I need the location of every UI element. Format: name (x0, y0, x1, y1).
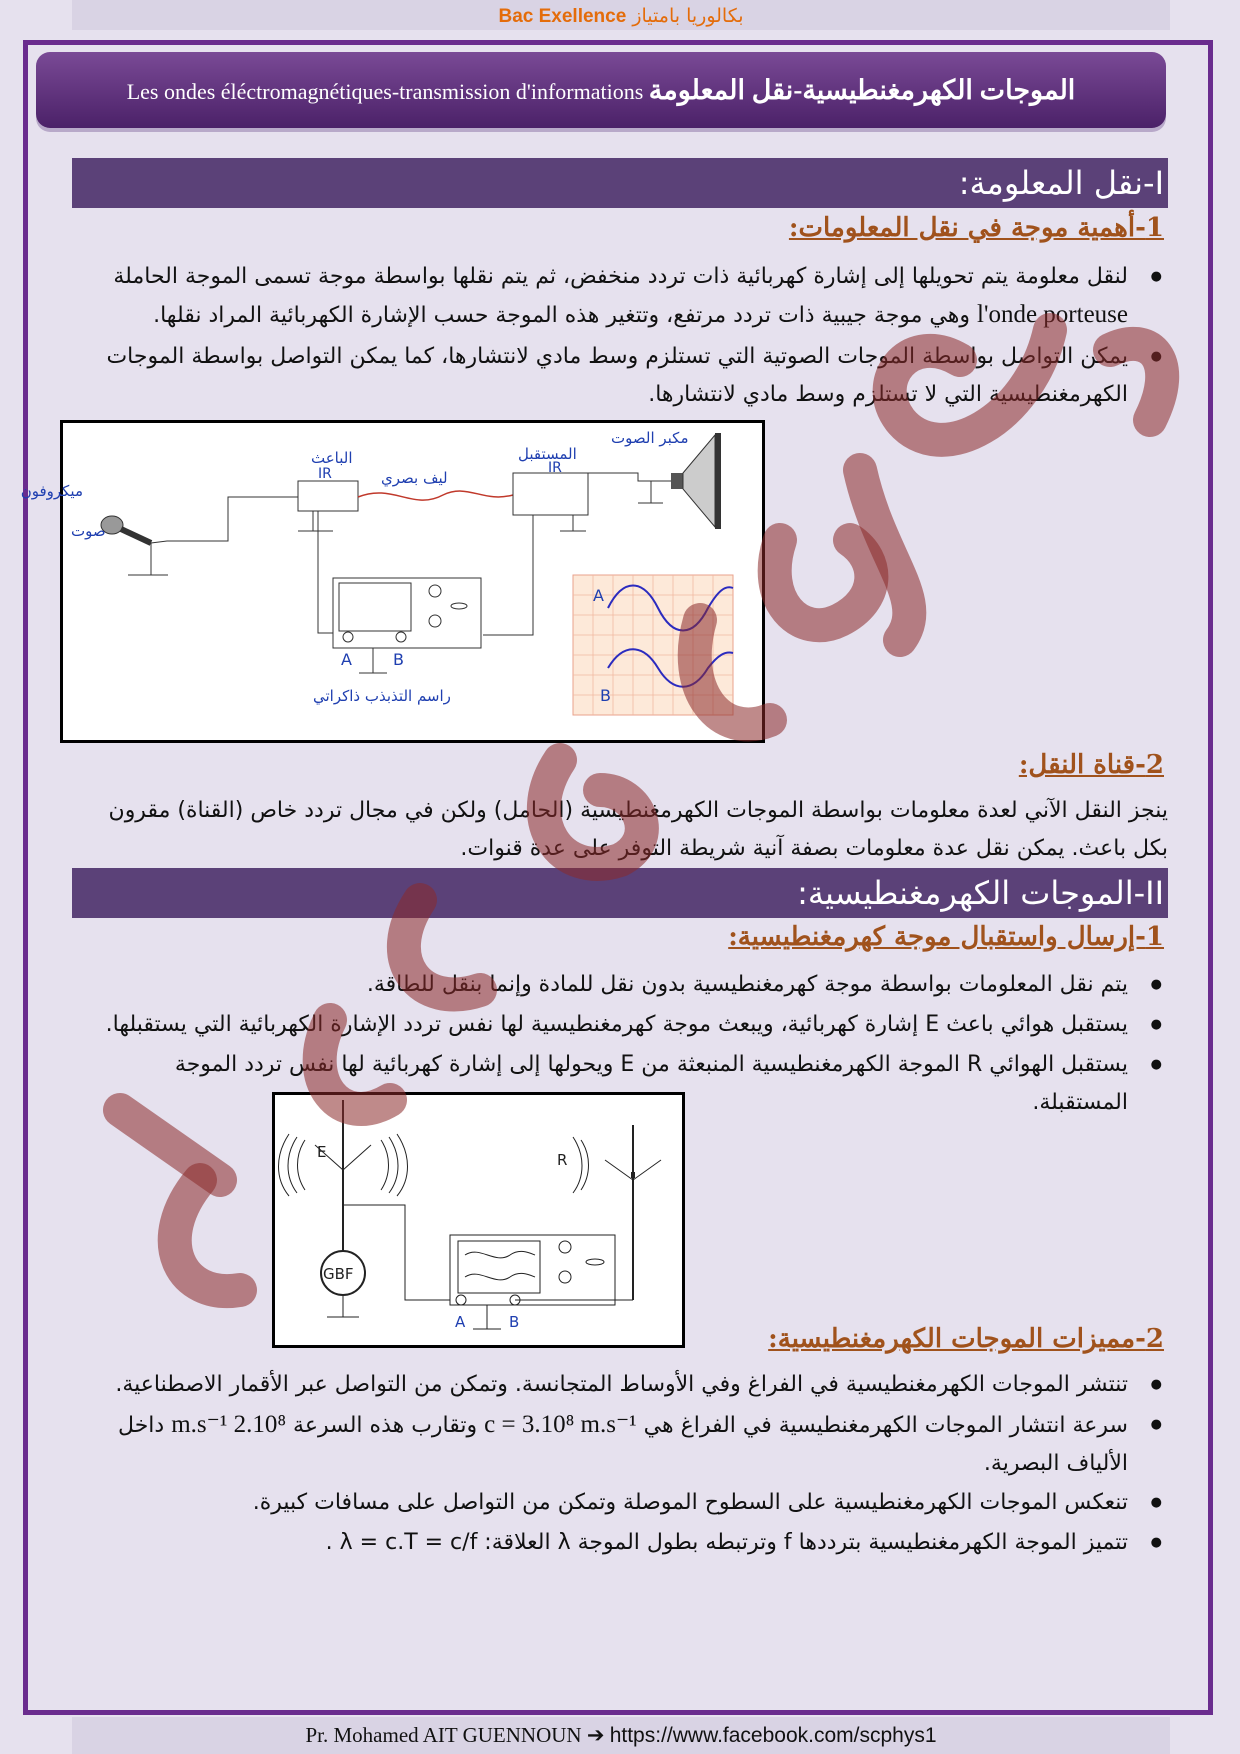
trace-b-label: B (600, 686, 611, 705)
carrier-term: l'onde porteuse (977, 301, 1128, 328)
subsection-2-2-heading: 2-مميزات الموجات الكهرمغنطيسية: (768, 1324, 1164, 1354)
sound-label: صوت (71, 522, 106, 540)
author-name: Pr. Mohamed AIT GUENNOUN (305, 1723, 582, 1747)
bullet-reflection: ● تنعكس الموجات الكهرمغنطيسية على السطوح الموصلة وتمكن من التواصل على مسافات كبيرة. (76, 1484, 1164, 1522)
osc-channel-b: B (393, 650, 404, 669)
emitter-antenna-label: E (317, 1143, 327, 1161)
bullet-energy-transfer: ● يتم نقل المعلومات بواسطة موجة كهرمغنطيسية بدون نقل للمادة وإنما بنقل للطاقة. (76, 966, 1164, 1004)
generator-icon (321, 1251, 365, 1317)
subsection-2-1-heading: 1-إرسال واستقبال موجة كهرمغنطيسية: (728, 922, 1164, 952)
speed-formula-vacuum: c = 3.10⁸ m.s⁻¹ (484, 1411, 637, 1438)
receiver-ir-label: IR (548, 460, 562, 476)
top-bar (72, 0, 1170, 30)
title-arabic: الموجات الكهرمغنطيسية-نقل المعلومة (648, 75, 1076, 105)
brand-arabic: بكالوريا بامتياز (632, 5, 744, 27)
section-1-heading: I-نقل المعلومة: (72, 158, 1168, 208)
bullet-speed (76, 1406, 1164, 1483)
fig2-channel-b: B (509, 1313, 520, 1331)
emitter-label: الباعث (311, 449, 353, 467)
fig2-channel-a: A (455, 1313, 466, 1331)
emitter-antenna-icon (279, 1100, 408, 1275)
subsection-1-1-heading: 1-أهمية موجة في نقل المعلومات: (788, 213, 1164, 243)
emitter-ir-label: IR (318, 466, 332, 482)
channel-paragraph: ينجز النقل الآني لعدة معلومات بواسطة الموجات الكهرمغنطيسية (الحامل) ولكن في مجال تردد خاص (القناة) مقرون بكل باعث. يمكن نقل عدة معلومات بصفة آنية شريطة التوفر على عدة قنوات. (108, 798, 1168, 861)
speaker-icon (671, 433, 721, 529)
arrow-icon: ➔ (586, 1723, 605, 1747)
osc-channel-a: A (341, 650, 352, 669)
bullet-carrier-text-b: وهي موجة جيبية ذات تردد مرتفع، وتتغير هذه الموجة حسب الإشارة الكهربائية المراد نقلها. (153, 303, 970, 328)
receiver-label: المستقبل (518, 445, 577, 463)
receiver-antenna-label: R (557, 1151, 568, 1169)
bullet-carrier-wave (76, 258, 1164, 335)
receiver-box (513, 473, 588, 515)
fiber-label: ليف بصري (381, 469, 448, 487)
bullet-carrier-text-a: لنقل معلومة يتم تحويلها إلى إشارة كهربائية ذات تردد منخفض، ثم يتم نقلها بواسطة موجة تسمى الموجة الحاملة (113, 264, 1128, 289)
microphone-label: ميكروفون (20, 482, 83, 500)
title-french: Les ondes éléctromagnétiques-transmission d'informations (126, 79, 644, 104)
title-banner (36, 52, 1166, 128)
speed-text-c: داخل الألياف البصرية. (118, 1413, 1128, 1476)
microphone-icon (101, 516, 168, 575)
subsection-1-2-heading: 2-قناة النقل: (1018, 750, 1164, 780)
speed-text-b: وتقارب هذه السرعة (293, 1413, 478, 1438)
figure-ir-transmission (20, 420, 765, 743)
speed-text-a: سرعة انتشار الموجات الكهرمغنطيسية في الفراغ هي (643, 1413, 1128, 1438)
brand-latin: Bac Exellence (498, 6, 627, 27)
oscilloscope-icon (450, 1235, 615, 1329)
speed-formula-fiber: 2.10⁸ m.s⁻¹ (171, 1411, 287, 1438)
footer (72, 1717, 1170, 1754)
facebook-link[interactable]: https://www.facebook.com/scphys1 (609, 1724, 937, 1747)
emitter-box (298, 481, 358, 511)
generator-label: GBF (323, 1265, 354, 1283)
bullet-emitter-antenna: ● يستقبل هوائي باعث E إشارة كهربائية، ويبعث موجة كهرمغنطيسية لها نفس تردد الإشارة الكهربائية التي يستقبلها. (76, 1006, 1164, 1044)
speaker-label: مكبر الصوت (611, 429, 689, 447)
bullet-sound-waves: ● يمكن التواصل بواسطة الموجات الصوتية التي تستلزم وسط مادي لانتشارها، كما يمكن التواصل بواسطة الموجات الكهرمغنطيسية التي لا تستلزم وسط مادي لانتشارها. (76, 338, 1164, 414)
figure-antennas (272, 1092, 685, 1348)
trace-a-label: A (593, 586, 604, 605)
section-2-heading: II-الموجات الكهرمغنطيسية: (72, 868, 1168, 918)
bullet-receiver-antenna: ● يستقبل الهوائي R الموجة الكهرمغنطيسية المنبعثة من E ويحولها إلى إشارة كهربائية لها نفس تردد الموجة المستقبلة. (76, 1046, 1164, 1122)
oscilloscope-icon (333, 578, 481, 673)
bullet-propagation: ● تنتشر الموجات الكهرمغنطيسية في الفراغ وفي الأوساط المتجانسة. وتمكن من التواصل عبر الأقمار الاصطناعية. (76, 1366, 1164, 1404)
oscilloscope-label: راسم التذبذب ذاكراتي (313, 687, 451, 705)
optical-fiber (358, 491, 513, 500)
bullet-wavelength: ● تتميز الموجة الكهرمغنطيسية بترددها f وترتبطه بطول الموجة λ العلاقة: λ = c.T = c/f . (76, 1524, 1164, 1562)
